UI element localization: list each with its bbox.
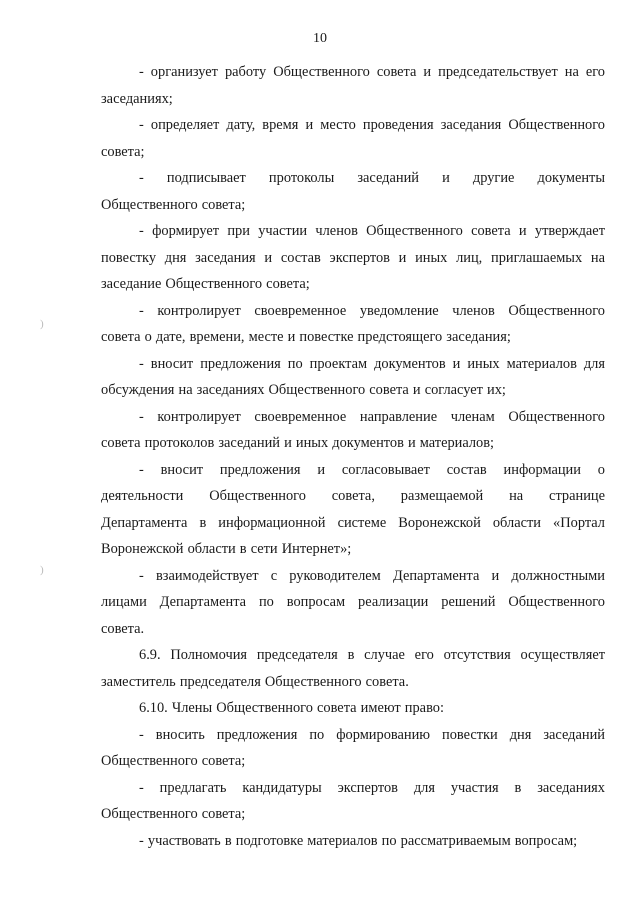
text-line: совета о дате, времени, месте и повестке предстоящего заседания;: [101, 329, 511, 345]
paragraph: [101, 404, 605, 457]
text-line: Воронежской области в сети Интернет»;: [101, 541, 352, 557]
text-line: заместитель председателя Общественного совета.: [101, 673, 409, 690]
paragraph: [101, 351, 605, 404]
paragraph: [101, 642, 605, 695]
text-line: Общественного совета;: [101, 753, 246, 769]
text-line: 6.9. Полномочия председателя в случае его отсутствия осуществляет: [139, 647, 605, 663]
paragraph: [101, 59, 605, 112]
text-line: повестку дня заседания и состав экспертов и иных лиц, приглашаемых на: [101, 249, 605, 266]
text-line: - формирует при участии членов Общественного совета и утверждает: [139, 223, 605, 239]
text-line: - предлагать кандидатуры экспертов для участия в заседаниях: [139, 779, 605, 796]
text-line: - подписывает протоколы заседаний и другие документы: [139, 170, 605, 186]
text-line: - вносит предложения по проектам документов и иных материалов для: [139, 355, 605, 372]
paragraph: [101, 695, 605, 722]
text-line: Общественного совета;: [101, 196, 246, 213]
paragraph: [101, 298, 605, 351]
paragraph: [101, 112, 605, 165]
text-line: лицами Департамента по вопросам реализации решений Общественного: [101, 594, 605, 610]
paragraph: [101, 775, 605, 828]
text-line: заседание Общественного совета;: [101, 276, 310, 292]
text-line: - участвовать в подготовке материалов по рассматриваемым вопросам;: [139, 832, 578, 849]
text-line: Общественного совета;: [101, 806, 246, 822]
text-line: - взаимодействует с руководителем Департамента и должностными: [139, 567, 605, 584]
text-line: обсуждения на заседаниях Общественного совета и согласует их;: [101, 382, 506, 398]
paragraph: [101, 563, 605, 643]
text-line: - контролирует своевременное направление членам Общественного: [139, 408, 605, 425]
paragraph: [101, 218, 605, 298]
text-line: 6.10. Члены Общественного совета имеют право:: [139, 700, 444, 716]
text-line: совета;: [101, 143, 145, 160]
text-line: - вносит предложения и согласовывает состав информации о: [139, 461, 605, 478]
text-line: - организует работу Общественного совета и председательствует на его: [139, 64, 605, 80]
text-line: заседаниях;: [101, 90, 173, 107]
text-line: Департамента в информационной системе Воронежской области «Портал: [101, 514, 605, 531]
paragraph: [101, 457, 605, 563]
document-body: [101, 59, 605, 854]
text-line: деятельности Общественного совета, размещаемой на странице: [101, 488, 605, 504]
binding-mark: ): [40, 318, 44, 330]
text-line: - определяет дату, время и место проведения заседания Общественного: [139, 117, 605, 133]
paragraph: [101, 828, 605, 855]
text-line: совета протоколов заседаний и иных документов и материалов;: [101, 435, 495, 451]
text-line: совета.: [101, 620, 145, 637]
paragraph: [101, 165, 605, 218]
binding-mark: ): [40, 564, 44, 576]
text-line: - контролирует своевременное уведомление членов Общественного: [139, 302, 605, 319]
text-line: - вносить предложения по формированию повестки дня заседаний: [139, 726, 605, 743]
paragraph: [101, 722, 605, 775]
page-number: 10: [313, 31, 327, 46]
